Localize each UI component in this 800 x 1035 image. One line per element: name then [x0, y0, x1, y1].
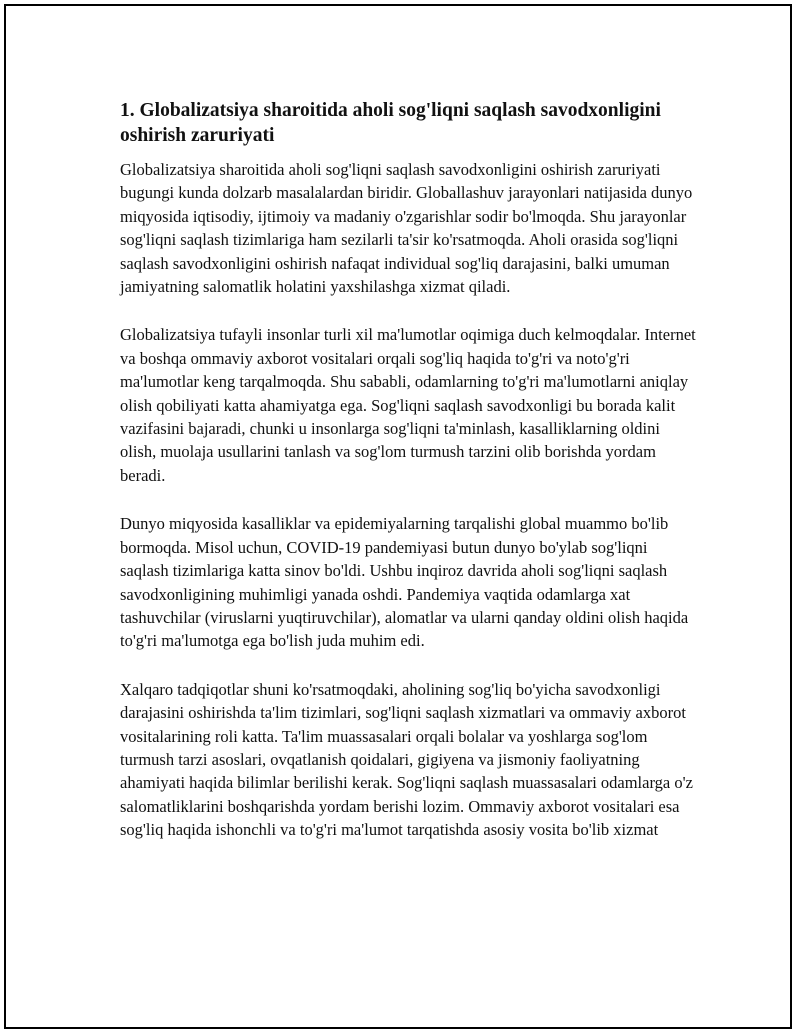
paragraph-3: Dunyo miqyosida kasalliklar va epidemiyalarning tarqalishi global muammo bo'lib bormoqda. Misol uchun, COVID-19 pandemiyasi butun dunyo bo'ylab sog'liqni saqlash tizimlariga katta sinov bo'ldi. Ushbu inqiroz davrida aholi sog'liqni saqlash savodxonligining muhimligi yanada oshdi. Pandemiya vaqtida odamlarga xat tashuvchilar (viruslarni yuqtiruvchilar), alomatlar va ularni qanday oldini olish haqida to'g'ri ma'lumotga ega bo'lish juda muhim edi.: [120, 514, 689, 651]
section-heading: 1. Globalizatsiya sharoitida aholi sog'liqni saqlash savodxonligini oshirish zaruriyati: [120, 100, 661, 146]
paragraph-1: Globalizatsiya sharoitida aholi sog'liqni saqlash savodxonligini oshirish zaruriyati bugungi kunda dolzarb masalalardan biridir. Globallashuv jarayonlari natijasida dunyo miqyosida iqtisodiy, ijtimoiy va madaniy o'zgarishlar sodir bo'lmoqda. Shu jarayonlar sog'liqni saqlash tizimlariga ham sezilarli ta'sir ko'rsatmoqda. Aholi orasida sog'liqni saqlash savodxonligini oshirish nafaqat individual sog'liq darajasini, balki umuman jamiyatning salomatlik holatini yaxshilashga xizmat qiladi.: [120, 160, 693, 297]
paragraph-4: Xalqaro tadqiqotlar shuni ko'rsatmoqdaki, aholining sog'liq bo'yicha savodxonligi darajasini oshirishda ta'lim tizimlari, sog'liqni saqlash xizmatlari va ommaviy axborot vositalarining roli katta. Ta'lim muassasalari orqali bolalar va yoshlarga sog'lom turmush tarzi asoslari, ovqatlanish qoidalari, gigiyena va jismoniy faoliyatning ahamiyati haqida bilimlar berilishi kerak. Sog'liqni saqlash muassasalari odamlarga o'z salomatliklarini boshqarishda yordam berishi lozim. Ommaviy axborot vositalari esa sog'liq haqida ishonchli va to'g'ri ma'lumot tarqatishda asosiy vosita bo'lib xizmat: [120, 679, 693, 840]
paragraph-2: Globalizatsiya tufayli insonlar turli xil ma'lumotlar oqimiga duch kelmoqdalar. Internet va boshqa ommaviy axborot vositalari orqali sog'liq haqida to'g'ri va noto'g'ri ma'lumotlar keng tarqalmoqda. Shu sababli, odamlarning to'g'ri ma'lumotlarni aniqlay olish qobiliyati katta ahamiyatga ega. Sog'liqni saqlash savodxonligi bu borada kalit vazifasini bajaradi, chunki u insonlarga sog'liqni ta'minlash, kasalliklarning oldini olish, muolaja usullarini tanlash va sog'lom turmush tarzini olib borishda yordam beradi.: [120, 325, 696, 485]
page-frame: [4, 4, 792, 1029]
document-body: [120, 98, 700, 867]
